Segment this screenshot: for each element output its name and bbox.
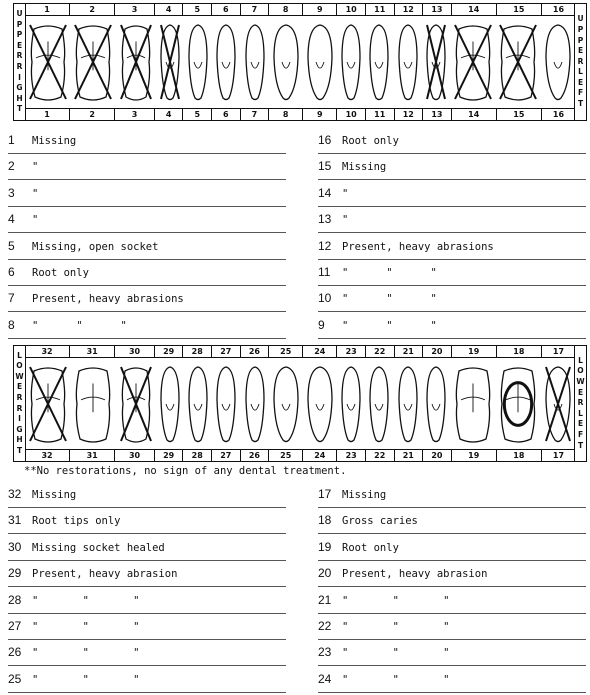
tooth-entry-row xyxy=(8,482,286,508)
tooth-entry-number: 27 xyxy=(8,619,22,633)
tooth xyxy=(155,15,183,109)
tooth-entry-text: " xyxy=(32,161,39,174)
tooth-entry-row xyxy=(8,207,286,233)
tooth-entry-number: 20 xyxy=(318,566,332,581)
tooth-number: 32 xyxy=(25,450,70,461)
tooth-entry-text: Root tips only xyxy=(32,515,121,528)
tooth-number: 19 xyxy=(452,346,497,357)
tooth-entry-text: " " " xyxy=(342,673,450,686)
tooth-entry-number: 31 xyxy=(8,513,22,528)
tooth-entry-number: 26 xyxy=(8,645,22,660)
tooth-entry-text: Present, heavy abrasion xyxy=(342,568,488,581)
tooth-entry-number: 10 xyxy=(318,291,332,306)
tooth-entry-text: Missing xyxy=(342,161,387,174)
missing-x-mark xyxy=(500,25,536,99)
tooth-number: 14 xyxy=(452,4,497,15)
tooth-number: 29 xyxy=(155,346,184,357)
tooth-number: 21 xyxy=(395,450,424,461)
tooth-entry-row xyxy=(8,640,286,666)
tooth xyxy=(184,15,212,109)
tooth-number: 1 xyxy=(25,109,70,120)
tooth-number: 30 xyxy=(115,346,155,357)
tooth-entry-text: " " " xyxy=(32,647,140,660)
lower-dental-chart xyxy=(13,345,587,462)
tooth-entry-text: " xyxy=(342,187,349,200)
tooth-number: 28 xyxy=(183,450,212,461)
tooth-entry-row xyxy=(318,207,586,233)
tooth-number: 21 xyxy=(395,346,424,357)
tooth-number: 9 xyxy=(303,4,337,15)
tooth-number: 31 xyxy=(70,450,115,461)
tooth xyxy=(337,357,365,450)
tooth-number: 31 xyxy=(70,346,115,357)
tooth-entry-number: 5 xyxy=(8,238,15,253)
tooth-number: 2 xyxy=(70,4,115,15)
missing-x-mark xyxy=(30,367,66,441)
tooth xyxy=(394,357,422,450)
upper-tooth-numbers-bottom xyxy=(25,108,575,120)
tooth-entry-text: Present, heavy abrasion xyxy=(32,568,178,581)
tooth-entry-text: Missing, open socket xyxy=(32,240,159,253)
tooth-entry-row xyxy=(318,286,586,312)
tooth-number: 9 xyxy=(303,109,337,120)
tooth-outline xyxy=(399,25,417,100)
tooth-outline xyxy=(342,25,360,100)
tooth-entry-row xyxy=(318,508,586,534)
tooth xyxy=(70,15,115,109)
tooth-entry-number: 15 xyxy=(318,159,332,174)
tooth-entry-number: 32 xyxy=(8,487,22,501)
tooth xyxy=(365,357,393,450)
tooth-entry-number: 2 xyxy=(8,159,15,174)
tooth xyxy=(212,357,240,450)
tooth-number: 18 xyxy=(497,450,542,461)
tooth-number: 27 xyxy=(212,346,241,357)
tooth-entry-row xyxy=(8,588,286,614)
missing-x-mark xyxy=(455,25,491,99)
tooth-entry-row xyxy=(8,667,286,693)
upper-dental-chart xyxy=(13,3,587,121)
tooth-entry-number: 24 xyxy=(318,671,332,686)
tooth-entry-text: " " " xyxy=(342,319,437,332)
tooth-number: 15 xyxy=(497,109,542,120)
tooth-number: 13 xyxy=(423,109,452,120)
tooth-entry-row xyxy=(8,535,286,561)
tooth-number: 10 xyxy=(337,109,366,120)
tooth xyxy=(450,15,495,109)
missing-x-mark xyxy=(546,367,570,441)
tooth-number: 7 xyxy=(241,109,270,120)
tooth-number: 19 xyxy=(452,450,497,461)
tooth-entry-number: 29 xyxy=(8,566,22,581)
tooth-entry-number: 16 xyxy=(318,133,332,147)
tooth-number: 26 xyxy=(241,450,270,461)
tooth xyxy=(450,357,495,450)
tooth-number: 4 xyxy=(155,4,184,15)
tooth xyxy=(116,15,156,109)
tooth-number: 5 xyxy=(183,109,212,120)
tooth-entry-text: " " " xyxy=(32,594,140,607)
tooth-entry-number: 12 xyxy=(318,238,332,253)
tooth-number: 6 xyxy=(212,4,241,15)
upper-left-side-label: U P P E R L E F T xyxy=(574,4,586,120)
tooth-entry-text: Missing socket healed xyxy=(32,541,165,554)
tooth-number: 27 xyxy=(212,450,241,461)
tooth-number: 26 xyxy=(241,346,270,357)
tooth-entry-text: " " " xyxy=(342,267,437,279)
tooth-number: 3 xyxy=(115,4,155,15)
tooth-entry-text: Root only xyxy=(32,267,89,279)
tooth-entry-text: " " " xyxy=(342,621,450,633)
tooth-entry-number: 4 xyxy=(8,212,15,227)
tooth-outline xyxy=(274,367,298,442)
tooth-entry-number: 7 xyxy=(8,291,15,306)
tooth-number: 22 xyxy=(366,450,395,461)
tooth-number: 25 xyxy=(269,450,303,461)
tooth-outline xyxy=(399,367,417,442)
tooth-number: 23 xyxy=(337,346,366,357)
tooth-entry-row xyxy=(8,260,286,286)
tooth xyxy=(365,15,393,109)
tooth-entry-row xyxy=(318,561,586,587)
tooth-entry-number: 8 xyxy=(8,317,15,332)
tooth-outline xyxy=(246,25,264,100)
tooth-entry-text: Present, heavy abrasions xyxy=(342,240,494,253)
tooth-number: 15 xyxy=(497,4,542,15)
tooth-entry-row xyxy=(8,286,286,312)
tooth-entry-number: 6 xyxy=(8,265,15,279)
tooth-number: 23 xyxy=(337,450,366,461)
tooth-entry-text: " " " xyxy=(342,647,450,660)
tooth-entry-text: Gross caries xyxy=(342,515,418,528)
tooth xyxy=(25,15,70,109)
tooth xyxy=(240,15,268,109)
tooth-outline xyxy=(246,367,264,442)
tooth xyxy=(269,357,303,450)
tooth-number: 24 xyxy=(303,346,337,357)
tooth-entry-text: " xyxy=(32,187,39,200)
tooth-entry-row xyxy=(318,128,586,154)
tooth-outline xyxy=(189,367,207,442)
missing-x-mark xyxy=(30,25,66,99)
tooth-entry-number: 11 xyxy=(318,265,331,279)
tooth-entry-number: 25 xyxy=(8,671,22,686)
tooth-entry-text: Present, heavy abrasions xyxy=(32,293,184,306)
tooth-entry-row xyxy=(318,234,586,260)
tooth-number: 24 xyxy=(303,450,337,461)
tooth-outline xyxy=(189,25,207,100)
tooth-number: 4 xyxy=(155,109,184,120)
tooth-entry-row xyxy=(8,561,286,587)
tooth-entry-text: " " " xyxy=(342,594,450,607)
tooth-number: 6 xyxy=(212,109,241,120)
tooth-entry-row xyxy=(8,508,286,534)
tooth-number: 1 xyxy=(25,4,70,15)
tooth-entry-text: " " " xyxy=(32,621,140,633)
tooth-number: 3 xyxy=(115,109,155,120)
tooth-entry-number: 21 xyxy=(318,592,332,607)
tooth xyxy=(25,357,70,450)
tooth xyxy=(116,357,156,450)
tooth-entry-text: Root only xyxy=(342,541,399,554)
tooth xyxy=(541,15,575,109)
tooth xyxy=(184,357,212,450)
tooth-entry-number: 30 xyxy=(8,539,22,554)
tooth-number: 16 xyxy=(552,5,565,14)
tooth-entry-row xyxy=(8,614,286,640)
tooth-number: 17 xyxy=(552,451,565,460)
tooth-number: 13 xyxy=(423,4,452,15)
missing-x-mark xyxy=(427,25,445,99)
tooth xyxy=(303,15,337,109)
tooth-entry-row xyxy=(8,154,286,180)
tooth-number: 8 xyxy=(269,4,303,15)
tooth xyxy=(212,15,240,109)
tooth-entry-text: Missing xyxy=(32,135,77,147)
tooth-number: 20 xyxy=(423,450,452,461)
tooth-entry-number: 17 xyxy=(318,487,332,501)
tooth-entry-text: " " " xyxy=(32,673,140,686)
tooth xyxy=(422,15,450,109)
tooth-number: 11 xyxy=(366,4,395,15)
tooth xyxy=(303,357,337,450)
tooth-outline xyxy=(342,367,360,442)
tooth-entry-text: Missing xyxy=(32,489,77,501)
tooth-number: 17 xyxy=(552,347,565,356)
tooth-entry-number: 22 xyxy=(318,619,332,633)
tooth-outline xyxy=(546,25,570,100)
tooth-number: 30 xyxy=(115,450,155,461)
tooth xyxy=(70,357,115,450)
tooth xyxy=(269,15,303,109)
tooth-number: 10 xyxy=(337,4,366,15)
tooth-number: 12 xyxy=(395,109,424,120)
tooth-outline xyxy=(427,367,445,442)
tooth xyxy=(155,357,183,450)
tooth-number: 22 xyxy=(366,346,395,357)
tooth-entry-number: 28 xyxy=(8,592,22,607)
tooth-number: 20 xyxy=(423,346,452,357)
tooth-entry-row xyxy=(318,667,586,693)
missing-x-mark xyxy=(161,25,179,99)
tooth-entry-text: " xyxy=(32,214,39,227)
tooth xyxy=(394,15,422,109)
tooth-entry-row xyxy=(318,640,586,666)
lower-teeth-row xyxy=(25,357,575,450)
tooth-number: 25 xyxy=(269,346,303,357)
tooth xyxy=(541,357,575,450)
tooth-entry-row xyxy=(318,313,586,339)
tooth-entry-text: " xyxy=(342,214,349,227)
chart-note: **No restorations, no sign of any dental treatment. xyxy=(24,465,347,477)
lower-left-side-label: L O W E R L E F T xyxy=(574,346,586,461)
tooth-number: 5 xyxy=(183,4,212,15)
tooth-entry-row xyxy=(318,154,586,180)
tooth-outline xyxy=(217,25,235,100)
tooth-number: 12 xyxy=(395,4,424,15)
tooth-outline xyxy=(217,367,235,442)
tooth xyxy=(496,357,541,450)
tooth xyxy=(240,357,268,450)
tooth-entry-row xyxy=(318,482,586,508)
tooth-entry-number: 23 xyxy=(318,645,332,660)
missing-x-mark xyxy=(75,25,111,99)
tooth-outline xyxy=(161,367,179,442)
tooth-entry-number: 13 xyxy=(318,212,332,227)
tooth-entry-row xyxy=(318,588,586,614)
tooth-entry-number: 19 xyxy=(318,539,332,554)
upper-right-side-label: U P P E R R I G H T xyxy=(14,4,26,120)
missing-x-mark xyxy=(121,367,151,441)
tooth-entry-row xyxy=(8,313,286,339)
tooth-entry-text: " " " xyxy=(32,319,127,332)
missing-x-mark xyxy=(121,25,151,99)
tooth-outline xyxy=(370,25,388,100)
tooth-number: 11 xyxy=(366,109,395,120)
tooth-entry-number: 18 xyxy=(318,513,332,528)
tooth-entry-row xyxy=(318,535,586,561)
tooth-entry-number: 3 xyxy=(8,185,15,200)
tooth-number: 28 xyxy=(183,346,212,357)
lower-tooth-numbers-bottom xyxy=(25,449,575,461)
tooth-entry-text: " " " xyxy=(342,293,437,306)
tooth-entry-number: 9 xyxy=(318,317,325,332)
tooth-entry-row xyxy=(318,181,586,207)
tooth-outline xyxy=(274,25,298,100)
tooth-entry-row xyxy=(318,614,586,640)
tooth-entry-row xyxy=(8,234,286,260)
upper-teeth-row xyxy=(25,15,575,109)
tooth-entry-row xyxy=(8,128,286,154)
tooth-outline xyxy=(370,367,388,442)
tooth xyxy=(337,15,365,109)
tooth-number: 18 xyxy=(497,346,542,357)
tooth-entry-row xyxy=(318,260,586,286)
tooth-outline xyxy=(308,367,332,442)
tooth-number: 14 xyxy=(452,109,497,120)
tooth-entry-number: 1 xyxy=(8,133,15,147)
tooth xyxy=(496,15,541,109)
tooth-number: 7 xyxy=(241,4,270,15)
tooth-entry-number: 14 xyxy=(318,185,332,200)
tooth-number: 32 xyxy=(25,346,70,357)
tooth-number: 2 xyxy=(70,109,115,120)
tooth-number: 29 xyxy=(155,450,184,461)
tooth-entry-text: Root only xyxy=(342,135,399,147)
lower-right-side-label: L O W E R R I G H T xyxy=(14,346,26,461)
tooth-entry-text: Missing xyxy=(342,489,387,501)
tooth-number: 8 xyxy=(269,109,303,120)
tooth-outline xyxy=(308,25,332,100)
tooth-entry-row xyxy=(8,181,286,207)
tooth xyxy=(422,357,450,450)
tooth-number: 16 xyxy=(552,110,565,119)
